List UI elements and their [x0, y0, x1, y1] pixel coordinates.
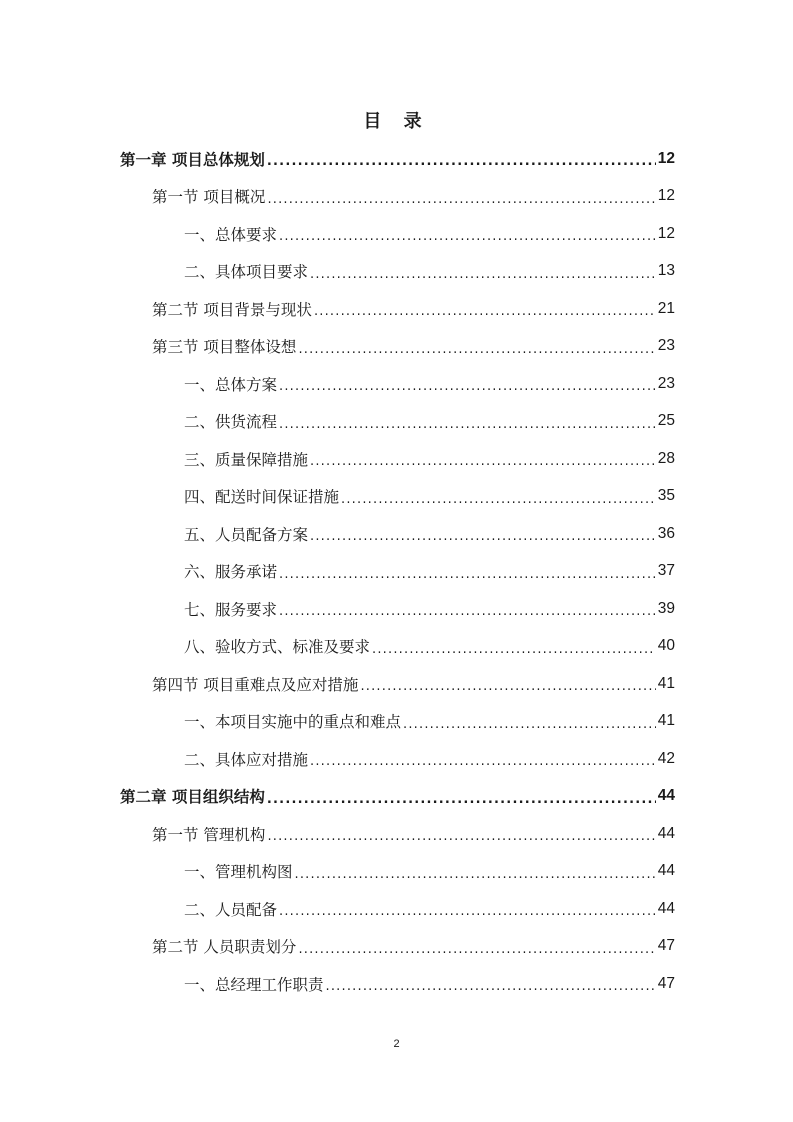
dot-leader	[267, 826, 655, 845]
dot-leader	[279, 414, 656, 433]
toc-entry-label: 二、具体应对措施	[184, 750, 309, 769]
toc-entry-subsection[interactable]	[120, 553, 675, 590]
toc-entry-section[interactable]	[120, 815, 675, 852]
toc-entry-label: 第一节 项目概况	[152, 188, 266, 206]
toc-entry-page: 23	[657, 337, 675, 354]
toc-entry-label: 一、本项目实施中的重点和难点	[184, 713, 402, 731]
toc-entry-subsection[interactable]	[120, 215, 675, 252]
dot-leader	[298, 939, 655, 958]
toc-entry-label: 二、具体项目要求	[184, 263, 309, 281]
toc-entry-label: 二、供货流程	[184, 413, 278, 431]
toc-entry-label: 一、管理机构图	[184, 863, 293, 881]
dot-leader	[267, 789, 656, 808]
dot-leader	[310, 451, 656, 470]
dot-leader	[341, 489, 656, 508]
toc-entry-label: 第一章 项目总体规划	[120, 150, 265, 169]
toc-entry-page: 40	[657, 637, 675, 654]
dot-leader	[326, 976, 656, 995]
toc-entry-page: 44	[657, 824, 675, 842]
toc-entry-label: 第二章 项目组织结构	[120, 788, 265, 806]
toc-entry-subsection[interactable]	[120, 590, 675, 627]
dot-leader	[372, 639, 656, 658]
toc-entry-section[interactable]	[120, 328, 675, 365]
dot-leader	[360, 676, 655, 695]
toc-entry-subsection[interactable]	[120, 890, 675, 927]
dot-leader	[267, 151, 656, 170]
dot-leader	[295, 864, 656, 883]
toc-entry-label: 七、服务要求	[184, 600, 278, 619]
toc-entry-page: 36	[657, 524, 675, 542]
toc-entry-page: 13	[657, 262, 675, 279]
toc-entry-subsection[interactable]	[120, 515, 675, 552]
toc-entry-label: 六、服务承诺	[184, 563, 278, 581]
toc-title: 目 录	[363, 111, 430, 132]
toc-entry-subsection[interactable]	[120, 740, 675, 777]
toc-entry-page: 44	[657, 862, 675, 879]
toc-entry-label: 第二节 人员职责划分	[152, 938, 297, 956]
toc-entry-page: 21	[657, 299, 675, 317]
toc-entry-section[interactable]	[120, 665, 675, 702]
page-number: 2	[393, 1038, 400, 1050]
toc-entry-page: 12	[657, 187, 675, 204]
toc-entry-label: 第四节 项目重难点及应对措施	[152, 675, 359, 694]
toc-entry-label: 五、人员配备方案	[184, 525, 309, 544]
toc-entry-label: 三、质量保障措施	[184, 450, 309, 469]
toc-entry-subsection[interactable]	[120, 853, 675, 890]
toc-entry-subsection[interactable]	[120, 965, 675, 1002]
toc-entry-subsection[interactable]	[120, 365, 675, 402]
dot-leader	[310, 264, 656, 283]
toc-entry-label: 一、总体要求	[184, 225, 278, 244]
toc-entry-section[interactable]	[120, 928, 675, 965]
toc-entry-label: 四、配送时间保证措施	[184, 488, 340, 506]
toc-entry-subsection[interactable]	[120, 403, 675, 440]
toc-entry-section[interactable]	[120, 290, 675, 327]
dot-leader	[279, 601, 656, 620]
toc-entry-label: 二、人员配备	[184, 900, 278, 919]
toc-entry-chapter[interactable]	[120, 140, 675, 177]
toc-entry-subsection[interactable]	[120, 253, 675, 290]
toc-entry-page: 12	[657, 149, 675, 167]
toc-entry-label: 一、总经理工作职责	[184, 975, 324, 994]
dot-leader	[310, 526, 656, 545]
toc-entry-label: 一、总体方案	[184, 375, 278, 394]
toc-entry-page: 42	[657, 749, 675, 767]
dot-leader	[298, 339, 655, 358]
toc-entry-subsection[interactable]	[120, 628, 675, 665]
toc-entry-subsection[interactable]	[120, 703, 675, 740]
toc-entry-page: 35	[657, 487, 675, 504]
toc-entry-page: 37	[657, 562, 675, 579]
toc-entry-page: 44	[657, 899, 675, 917]
toc-entry-page: 44	[657, 787, 675, 804]
dot-leader	[279, 564, 656, 583]
toc-entry-page: 47	[657, 937, 675, 954]
toc-entry-label: 第三节 项目整体设想	[152, 338, 297, 356]
dot-leader	[279, 226, 656, 245]
toc-entry-page: 28	[657, 449, 675, 467]
toc-entry-page: 23	[657, 374, 675, 392]
toc-entry-label: 第一节 管理机构	[152, 825, 266, 844]
toc-entry-page: 12	[657, 224, 675, 242]
toc-entry-page: 25	[657, 412, 675, 429]
toc-entry-page: 41	[657, 712, 675, 729]
toc-entry-page: 41	[657, 674, 675, 692]
toc-entry-label: 第二节 项目背景与现状	[152, 300, 312, 319]
toc-entry-page: 39	[657, 599, 675, 617]
toc-entry-section[interactable]	[120, 178, 675, 215]
dot-leader	[403, 714, 656, 733]
toc-entry-page: 47	[657, 974, 675, 992]
toc-entry-chapter[interactable]	[120, 778, 675, 815]
dot-leader	[279, 376, 656, 395]
toc-entry-subsection[interactable]	[120, 440, 675, 477]
dot-leader	[279, 901, 656, 920]
dot-leader	[314, 301, 656, 320]
toc-entry-subsection[interactable]	[120, 478, 675, 515]
dot-leader	[267, 189, 655, 208]
toc-entry-label: 八、验收方式、标准及要求	[184, 638, 371, 656]
dot-leader	[310, 751, 656, 770]
